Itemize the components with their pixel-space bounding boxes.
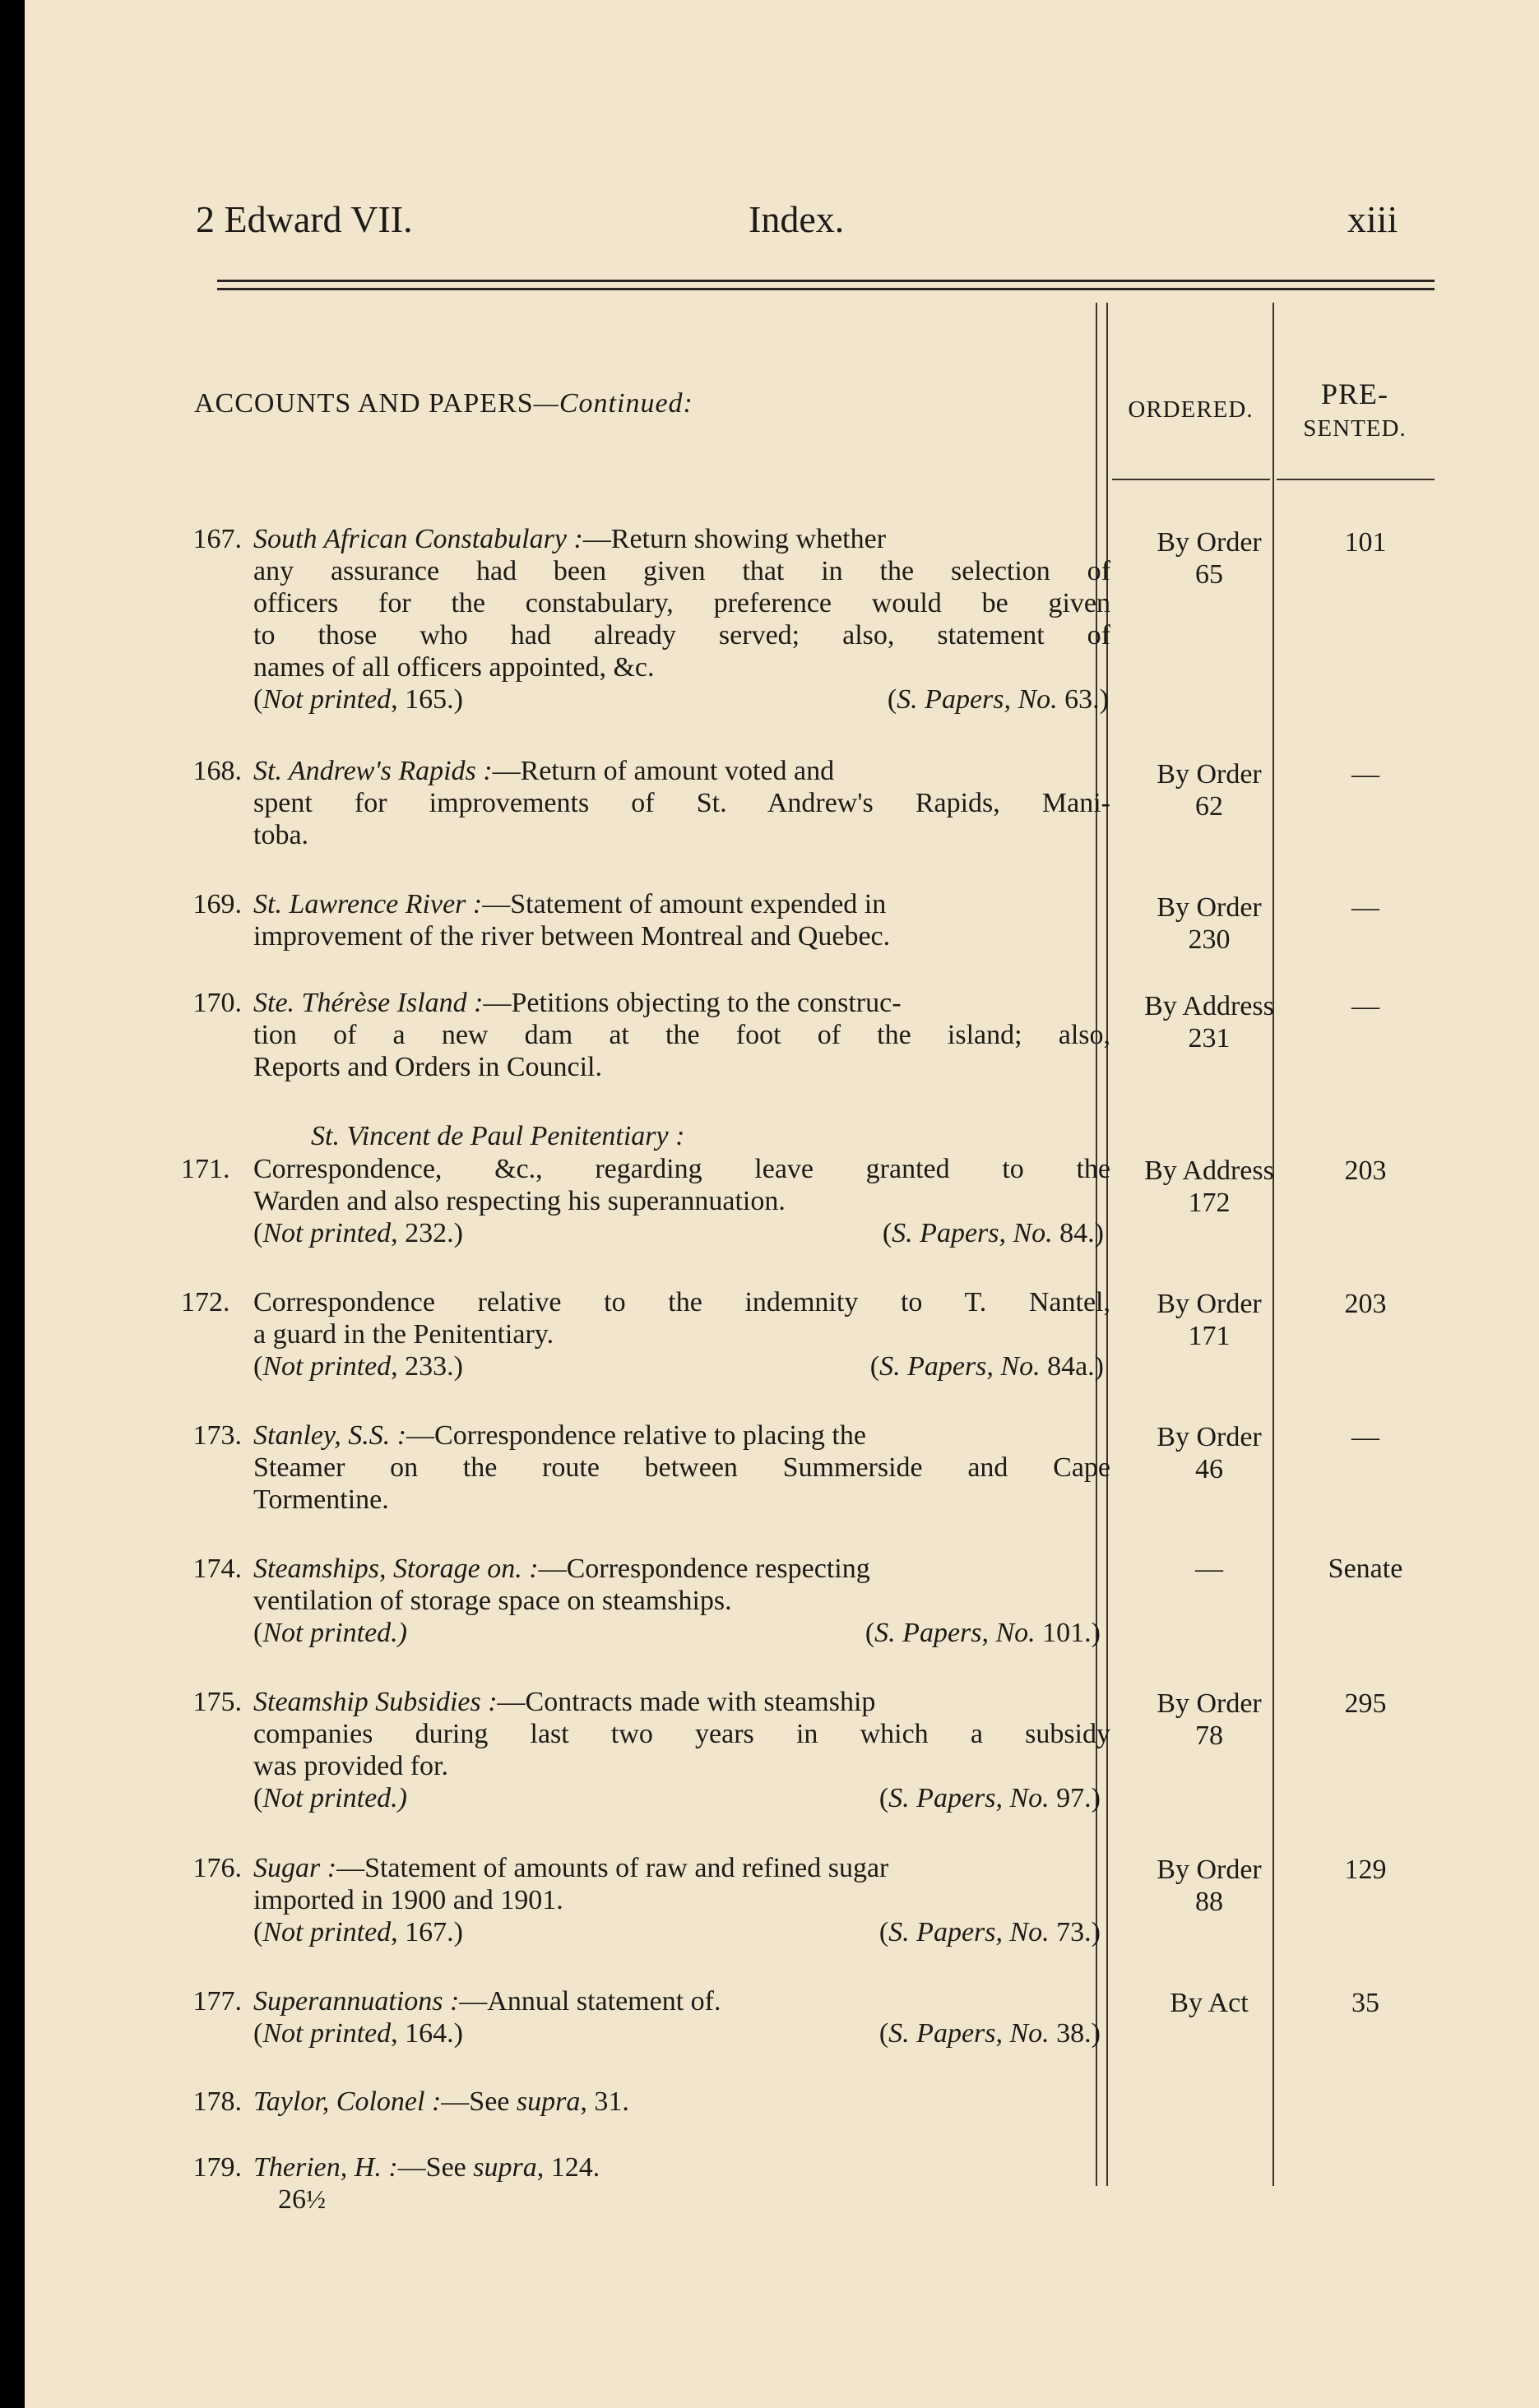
supra-label: supra [473,2152,537,2183]
entry-number: 171. [181,1154,230,1184]
entry-subject: Sugar : [253,1853,337,1883]
ordered-172: By Order 171 [1157,1289,1262,1351]
sessional-papers-number: 101.) [1035,1618,1101,1648]
column-header-presented-2: SENTED. [1303,415,1407,442]
running-head-center: Index. [749,198,845,240]
entry-number: 175. [192,1687,242,1717]
entry-number: 177. [192,1986,242,2017]
column-header-presented [1277,377,1433,446]
ordered-175: By Order 78 [1157,1688,1262,1751]
sessional-papers-label: S. Papers, No. [888,1917,1050,1947]
entry-text: Tormentine. [253,1484,389,1515]
entry-subject: St. Lawrence River : [253,889,483,919]
sessional-papers-number: 84a.) [1040,1351,1104,1382]
not-printed-label: Not printed.) [262,1783,407,1813]
entry-subject: Steamships, Storage on. : [253,1554,539,1584]
entry-text: imported in 1900 and 1901. [253,1885,563,1915]
entry-refs: (Not printed, 164.) (S. Papers, No. 38.) [253,2018,1101,2049]
entry-subject: Stanley, S.S. : [253,1420,407,1451]
header-underline-ordered [1112,479,1270,480]
entry-177 [181,1985,1110,2049]
running-head-left: 2 Edward VII. [196,198,413,240]
entry-number: 170. [192,988,242,1018]
entry-176 [181,1852,1110,1948]
sessional-papers-number: 84.) [1052,1218,1104,1248]
not-printed-label: Not printed [262,684,392,715]
header-rule-top [217,280,1435,282]
ordered-168: By Order 62 [1157,759,1262,822]
not-printed-label: Not printed [262,1917,392,1947]
entry-text: Correspondence relative to the indemnity to T. Nantel, [253,1287,1110,1317]
entry-text: Steamer on the route between Summerside and Cape [253,1452,1110,1483]
entry-number: 172. [181,1287,230,1317]
presented-171: 203 [1344,1155,1387,1186]
not-printed-number: , 167.) [391,1917,463,1947]
entry-171 [181,1153,1110,1249]
entry-refs: (Not printed.) (S. Papers, No. 101.) [253,1618,1101,1648]
presented-168: — [1351,759,1379,790]
entry-text: improvement of the river between Montreal and Quebec. [253,921,891,952]
entry-168 [181,755,1110,851]
entry-text: —Correspondence relative to placing the [406,1420,866,1451]
entry-text: was provided for. [253,1751,449,1781]
entry-subject: South African Constabulary : [253,524,583,554]
entry-179 [181,2151,1086,2183]
not-printed-number: , 164.) [391,2018,463,2049]
column-header-presented-1: PRE- [1320,377,1388,410]
sessional-papers-label: S. Papers, No. [888,1783,1050,1813]
ordered-177: By Act [1170,1988,1249,2018]
section-continued: —Continued: [533,388,693,419]
entry-text: —Petitions objecting to the construc- [483,988,902,1018]
presented-170: — [1351,991,1379,1021]
entry-text: Warden and also respecting his superannuation. [253,1186,786,1216]
entry-number: 178. [192,2086,242,2117]
entry-text: officers for the constabulary, preference would be given [253,588,1110,618]
entry-subject: Ste. Thérèse Island : [253,988,484,1018]
supra-label: supra [516,2086,581,2117]
entry-169 [181,888,1110,952]
ordered-176: By Order 88 [1157,1855,1262,1917]
entry-text: toba. [253,820,309,850]
entry-subject: St. Andrew's Rapids : [253,756,493,786]
entry-subject: Taylor, Colonel : [253,2086,442,2117]
entry-text: —See [397,2152,474,2183]
entry-text: Correspondence, &c., regarding leave granted to the [253,1154,1110,1184]
entry-text: —Statement of amount expended in [482,889,887,919]
entry-167 [181,523,1110,715]
entry-refs: (Not printed, 167.) (S. Papers, No. 73.) [253,1917,1101,1947]
section-heading [194,388,693,419]
entry-text: —Statement of amounts of raw and refined sugar [336,1853,889,1883]
entry-text: —Return of amount voted and [492,756,835,786]
entry-text: to those who had already served; also, statement of [253,620,1110,651]
entry-number: 167. [192,524,242,554]
entry-refs: (Not printed, 233.) (S. Papers, No. 84a.) [253,1351,1104,1382]
column-header-ordered: ORDERED. [1128,396,1254,423]
entry-text: names of all officers appointed, &c. [253,652,655,683]
entry-text: spent for improvements of St. Andrew's Rapids, Mani- [253,788,1110,818]
entry-178 [181,2086,1086,2118]
not-printed-label: Not printed [262,1218,392,1248]
entry-text: ventilation of storage space on steamships. [253,1586,732,1616]
presented-177: 35 [1351,1988,1379,2018]
signature-fraction: ½ [306,2184,326,2214]
entry-number: 179. [192,2152,242,2183]
entry-text: —Annual statement of. [459,1986,721,2017]
sessional-papers-label: S. Papers, No. [874,1618,1036,1648]
signature-number: 26 [278,2184,306,2215]
presented-169: — [1351,892,1379,923]
sessional-papers-number: 97.) [1049,1783,1101,1813]
header-rule-bottom [217,288,1435,290]
entry-175 [181,1686,1110,1814]
document-page [25,0,1539,2408]
sessional-papers-number: 63.) [1057,684,1109,715]
presented-167: 101 [1344,527,1387,558]
entry-text: companies during last two years in which a subsidy [253,1719,1110,1749]
entry-number: 176. [192,1853,242,1883]
sessional-papers-label: S. Papers, No. [888,2018,1050,2049]
not-printed-label: Not printed [262,1351,392,1382]
entry-174 [181,1553,1110,1649]
supra-reference: , 124. [536,2152,600,2183]
entry-text: any assurance had been given that in the selection of [253,556,1110,586]
header-underline-presented [1277,479,1435,480]
entry-refs: (Not printed, 165.) (S. Papers, No. 63.) [253,684,1109,715]
presented-175: 295 [1344,1688,1387,1719]
entry-number: 168. [192,756,242,786]
not-printed-number: , 165.) [391,684,463,715]
entry-text: —See [441,2086,517,2117]
presented-174: Senate [1328,1554,1403,1584]
signature-mark [278,2184,326,2216]
sessional-papers-number: 38.) [1049,2018,1101,2049]
ordered-167: By Order 65 [1157,527,1262,590]
not-printed-label: Not printed.) [262,1618,407,1648]
entry-text: tion of a new dam at the foot of the island; also, [253,1020,1110,1050]
presented-173: — [1351,1422,1379,1452]
ordered-173: By Order 46 [1157,1422,1262,1484]
not-printed-number: , 232.) [391,1218,463,1248]
not-printed-label: Not printed [262,2018,392,2049]
sessional-papers-label: S. Papers, No. [892,1218,1053,1248]
entry-number: 169. [192,889,242,919]
sessional-papers-number: 73.) [1049,1917,1101,1947]
presented-172: 203 [1344,1289,1387,1319]
section-title: ACCOUNTS AND PAPERS [194,388,534,419]
entry-number: 173. [192,1420,242,1451]
entry-subject: Therien, H. : [253,2152,398,2183]
ordered-170: By Address 231 [1144,991,1274,1054]
not-printed-number: , 233.) [391,1351,463,1382]
entry-text: Reports and Orders in Council. [253,1052,602,1082]
entry-number: 174. [192,1554,242,1584]
entry-text: —Contracts made with steamship [497,1687,876,1717]
ordered-171: By Address 172 [1144,1155,1274,1218]
entry-173 [181,1419,1110,1516]
sessional-papers-label: S. Papers, No. [897,684,1058,715]
running-head-right: xiii [1347,198,1398,240]
supra-reference: , 31. [580,2086,629,2117]
entry-170 [181,987,1110,1083]
entry-text: a guard in the Penitentiary. [253,1319,554,1350]
entry-172 [181,1286,1110,1382]
entry-subject: Superannuations : [253,1986,460,2017]
entry-text: —Correspondence respecting [538,1554,870,1584]
presented-176: 129 [1344,1855,1387,1885]
subheading-st-vincent [311,1120,684,1152]
ordered-174: — [1195,1554,1223,1584]
subheading-text: St. Vincent de Paul Penitentiary : [311,1121,685,1151]
entry-refs: (Not printed, 232.) (S. Papers, No. 84.) [253,1218,1104,1248]
entry-refs: (Not printed.) (S. Papers, No. 97.) [253,1783,1101,1813]
entry-subject: Steamship Subsidies : [253,1687,498,1717]
ordered-169: By Order 230 [1157,892,1262,955]
sessional-papers-label: S. Papers, No. [879,1351,1041,1382]
entry-text: —Return showing whether [582,524,887,554]
